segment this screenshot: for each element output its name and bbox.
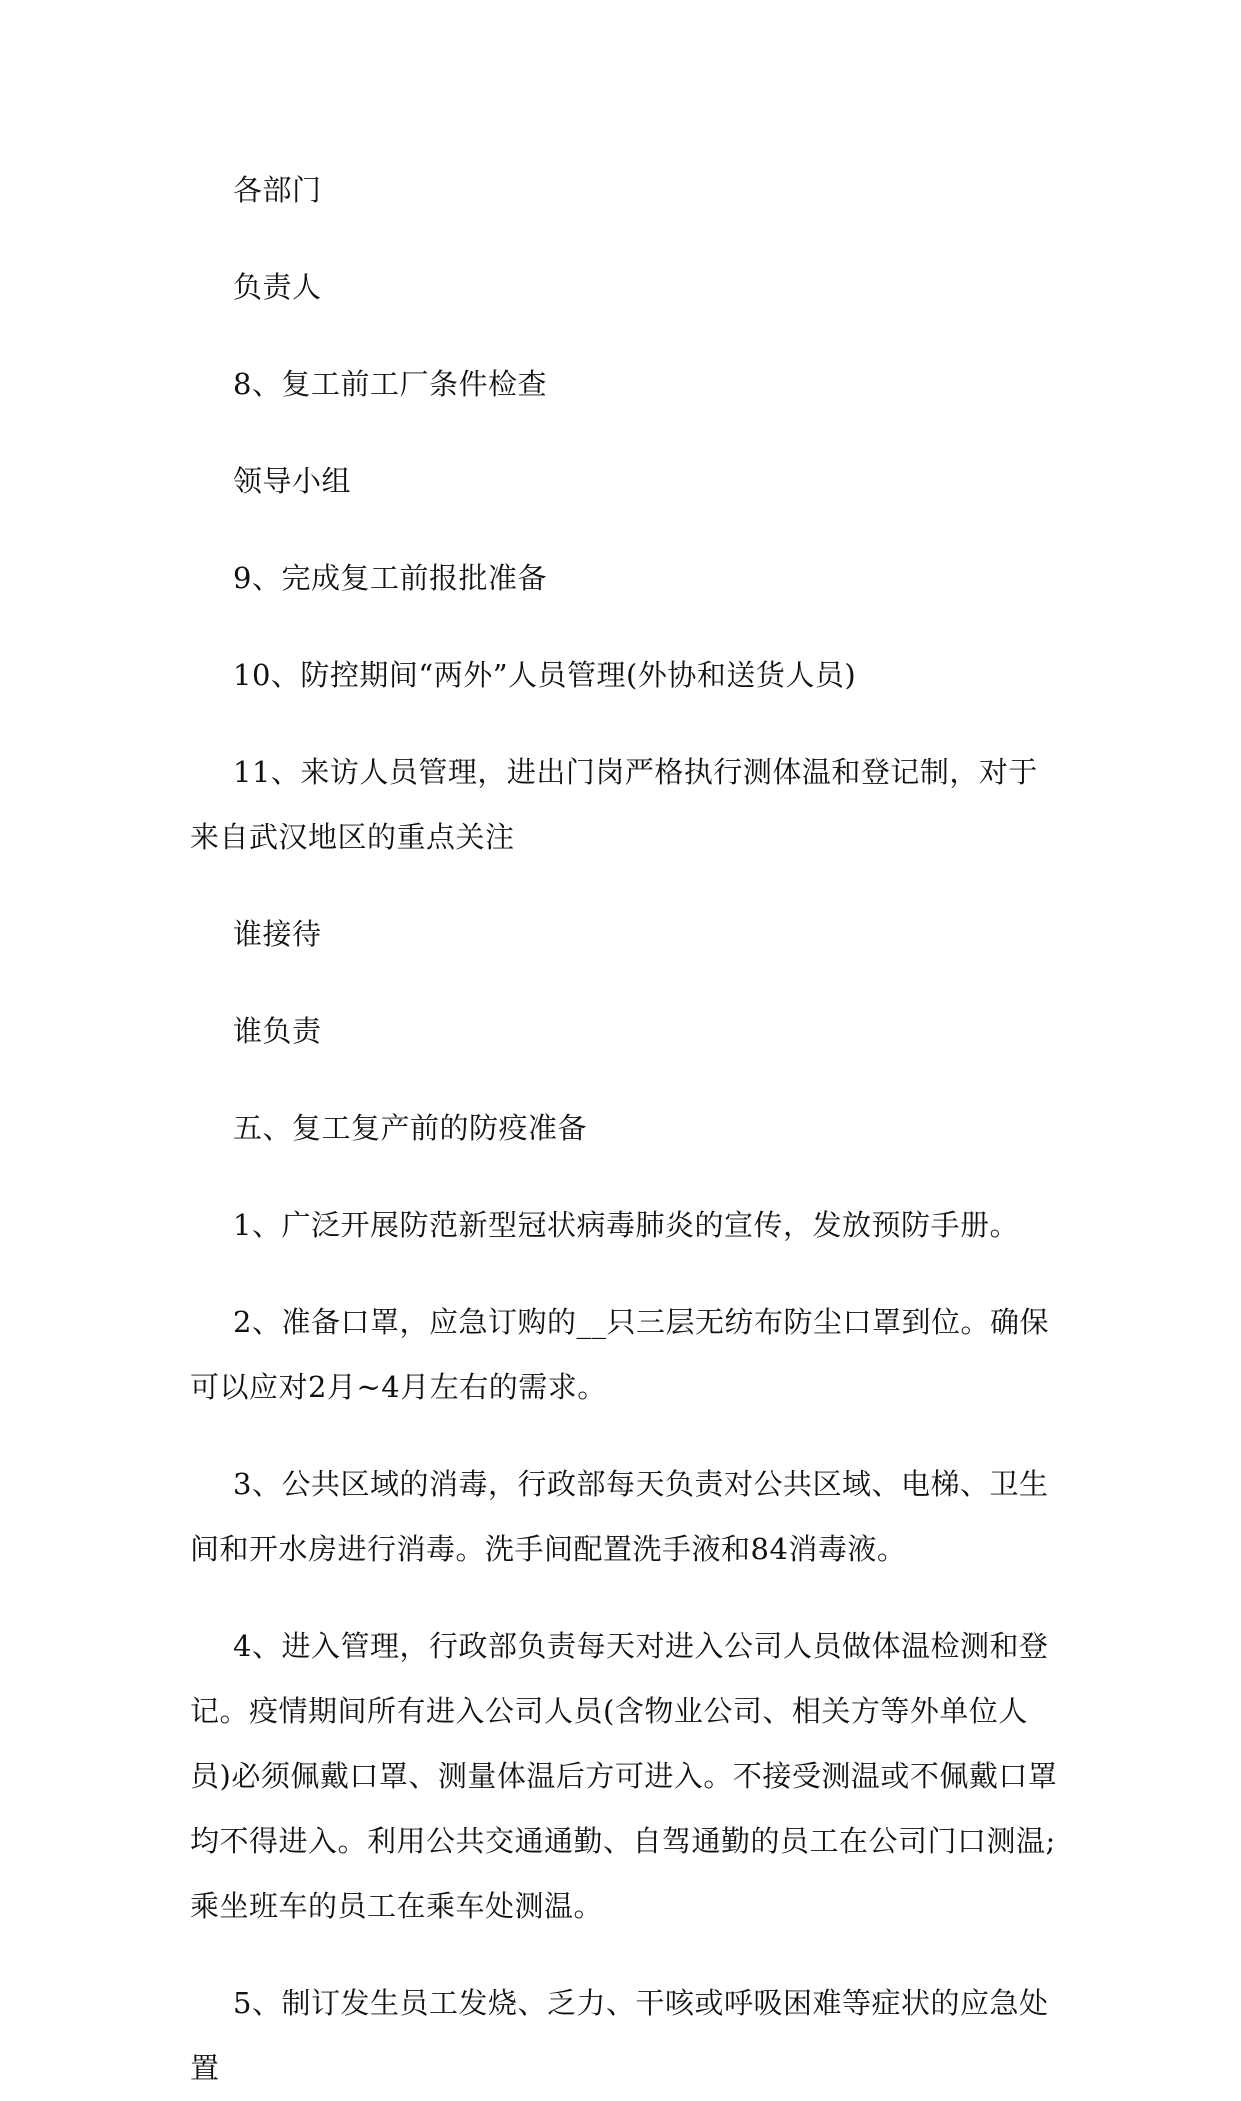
paragraph-14: 4、进入管理，行政部负责每天对进入公司人员做体温检测和登记。疫情期间所有进入公司人员(含物业公司、相关方等外单位人员)必须佩戴口罩、测量体温后方可进入。不接受测温或不佩戴口罩均不得进入。利用公共交通通勤、自驾通勤的员工在公司门口测温;乘坐班车的员工在乘车处测温。 bbox=[190, 1629, 1058, 1923]
paragraph-1: 各部门 bbox=[233, 173, 322, 207]
paragraph-13: 3、公共区域的消毒，行政部每天负责对公共区域、电梯、卫生间和开水房进行消毒。洗手间配置洗手液和84消毒液。 bbox=[190, 1467, 1049, 1566]
paragraph-4: 领导小组 bbox=[233, 464, 352, 498]
paragraph-15: 5、制订发生员工发烧、乏力、干咳或呼吸困难等症状的应急处置 bbox=[190, 1986, 1049, 2085]
section-heading: 五、复工复产前的防疫准备 bbox=[233, 1111, 588, 1145]
paragraph-3: 8、复工前工厂条件检查 bbox=[233, 367, 547, 401]
paragraph-11: 1、广泛开展防范新型冠状病毒肺炎的宣传，发放预防手册。 bbox=[233, 1208, 1019, 1242]
paragraph-8: 谁接待 bbox=[233, 917, 322, 951]
paragraph-5: 9、完成复工前报批准备 bbox=[233, 561, 547, 595]
document-body bbox=[190, 158, 1060, 2101]
paragraph-6: 10、防控期间“两外”人员管理(外协和送货人员) bbox=[233, 658, 857, 692]
paragraph-9: 谁负责 bbox=[233, 1014, 322, 1048]
paragraph-12: 2、准备口罩，应急订购的__只三层无纺布防尘口罩到位。确保可以应对2月~4月左右的需求。 bbox=[190, 1305, 1049, 1404]
paragraph-2: 负责人 bbox=[233, 270, 322, 304]
paragraph-7: 11、来访人员管理，进出门岗严格执行测体温和登记制，对于来自武汉地区的重点关注 bbox=[190, 755, 1038, 854]
